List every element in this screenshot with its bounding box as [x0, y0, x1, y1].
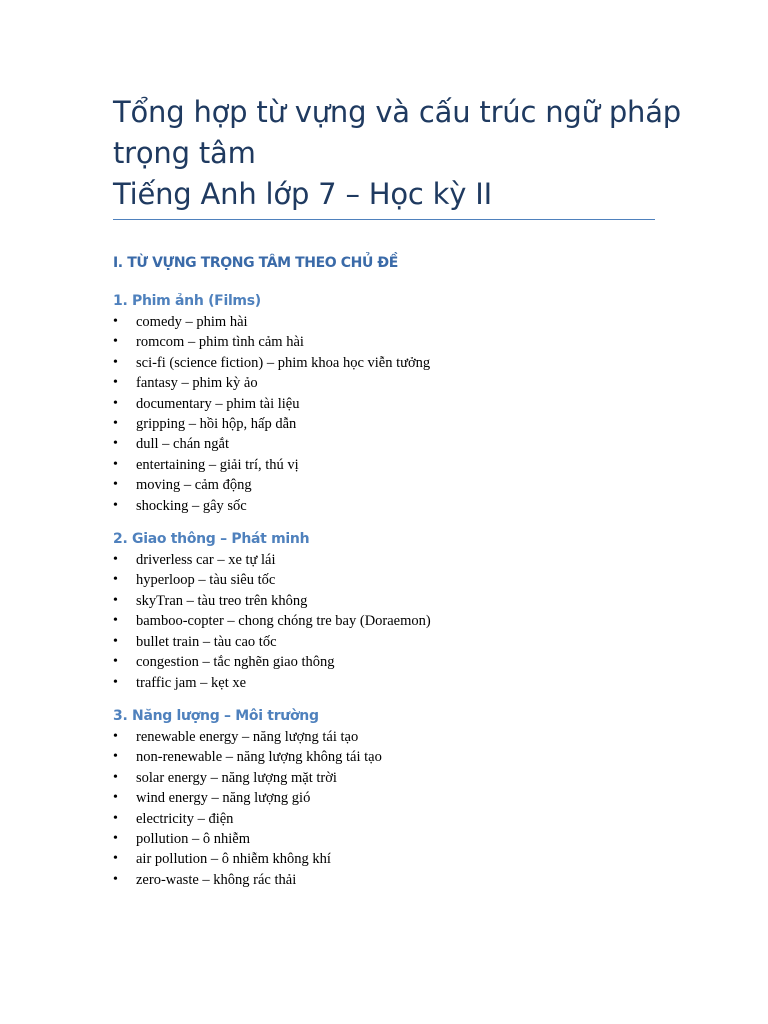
- vocabulary-text: skyTran – tàu treo trên không: [136, 592, 308, 609]
- subsection-heading: 3. Năng lượng – Môi trường: [113, 707, 319, 724]
- vocabulary-item: [113, 373, 655, 393]
- vocabulary-text: hyperloop – tàu siêu tốc: [136, 572, 276, 589]
- vocabulary-item: [113, 455, 655, 475]
- vocabulary-item: [113, 394, 655, 414]
- bullet-icon: •: [113, 674, 118, 690]
- bullet-icon: •: [113, 436, 118, 452]
- vocabulary-text: renewable energy – năng lượng tái tạo: [136, 728, 359, 745]
- vocabulary-item: [113, 673, 655, 693]
- bullet-icon: •: [113, 375, 118, 391]
- bullet-icon: •: [113, 851, 118, 867]
- vocabulary-item: [113, 870, 655, 890]
- vocabulary-item: [113, 829, 655, 849]
- document-page: [113, 0, 681, 890]
- vocabulary-text: dull – chán ngắt: [136, 436, 230, 453]
- title-line: trọng tâm: [113, 136, 256, 170]
- vocabulary-text: bullet train – tàu cao tốc: [136, 633, 277, 650]
- vocabulary-text: non-renewable – năng lượng không tái tạo: [136, 749, 382, 766]
- vocabulary-item: [113, 414, 655, 434]
- subsection-heading: 1. Phim ảnh (Films): [113, 293, 261, 309]
- bullet-icon: •: [113, 790, 118, 806]
- bullet-icon: •: [113, 456, 118, 472]
- bullet-icon: •: [113, 810, 118, 826]
- vocabulary-item: [113, 747, 655, 767]
- vocabulary-item: [113, 434, 655, 454]
- bullet-icon: •: [113, 749, 118, 765]
- vocabulary-text: gripping – hồi hộp, hấp dẫn: [136, 416, 297, 433]
- vocabulary-text: moving – cảm động: [136, 477, 252, 494]
- bullet-icon: •: [113, 552, 118, 568]
- vocabulary-item: [113, 768, 655, 788]
- vocabulary-text: air pollution – ô nhiễm không khí: [136, 851, 331, 868]
- vocabulary-list: [113, 312, 655, 516]
- vocabulary-item: [113, 475, 655, 495]
- vocabulary-item: [113, 727, 655, 747]
- vocabulary-item: [113, 632, 655, 652]
- bullet-icon: •: [113, 871, 118, 887]
- vocabulary-text: pollution – ô nhiễm: [136, 830, 250, 847]
- bullet-icon: •: [113, 416, 118, 432]
- vocabulary-item: [113, 332, 655, 352]
- vocabulary-item: [113, 312, 655, 332]
- vocabulary-item: [113, 652, 655, 672]
- title-line: Tiếng Anh lớp 7 – Học kỳ II: [113, 177, 492, 211]
- vocabulary-text: electricity – điện: [136, 810, 234, 827]
- bullet-icon: •: [113, 654, 118, 670]
- vocabulary-text: congestion – tắc nghẽn giao thông: [136, 654, 335, 671]
- vocabulary-text: comedy – phim hài: [136, 314, 248, 330]
- title-line: Tổng hợp từ vựng và cấu trúc ngữ pháp: [113, 95, 681, 129]
- vocabulary-text: traffic jam – kẹt xe: [136, 674, 247, 691]
- vocabulary-text: bamboo-copter – chong chóng tre bay (Doraemon): [136, 613, 431, 630]
- vocabulary-item: [113, 591, 655, 611]
- vocabulary-text: fantasy – phim kỳ ảo: [136, 375, 258, 392]
- bullet-icon: •: [113, 830, 118, 846]
- vocabulary-item: [113, 550, 655, 570]
- vocabulary-text: documentary – phim tài liệu: [136, 395, 300, 412]
- title-divider: [113, 219, 655, 220]
- bullet-icon: •: [113, 592, 118, 608]
- bullet-icon: •: [113, 477, 118, 493]
- vocabulary-list: [113, 550, 655, 693]
- bullet-icon: •: [113, 334, 118, 350]
- bullet-icon: •: [113, 572, 118, 588]
- vocabulary-text: driverless car – xe tự lái: [136, 552, 276, 569]
- bullet-icon: •: [113, 354, 118, 370]
- bullet-icon: •: [113, 314, 118, 329]
- bullet-icon: •: [113, 613, 118, 629]
- vocabulary-text: entertaining – giải trí, thú vị: [136, 456, 299, 473]
- vocabulary-list: [113, 727, 655, 890]
- section-heading: I. TỪ VỰNG TRỌNG TÂM THEO CHỦ ĐỀ: [113, 255, 398, 271]
- vocabulary-text: shocking – gây sốc: [136, 497, 247, 514]
- vocabulary-item: [113, 611, 655, 631]
- bullet-icon: •: [113, 769, 118, 785]
- bullet-icon: •: [113, 395, 118, 411]
- vocabulary-item: [113, 809, 655, 829]
- vocabulary-text: sci-fi (science fiction) – phim khoa học viễn tưởng: [136, 354, 431, 371]
- vocabulary-text: wind energy – năng lượng gió: [136, 790, 311, 807]
- vocabulary-item: [113, 570, 655, 590]
- vocabulary-item: [113, 496, 655, 516]
- bullet-icon: •: [113, 728, 118, 744]
- subsection-heading: 2. Giao thông – Phát minh: [113, 531, 310, 548]
- vocabulary-text: solar energy – năng lượng mặt trời: [136, 769, 337, 786]
- vocabulary-item: [113, 788, 655, 808]
- vocabulary-item: [113, 849, 655, 869]
- vocabulary-item: [113, 353, 655, 373]
- vocabulary-sections: [113, 292, 655, 890]
- bullet-icon: •: [113, 497, 118, 513]
- vocabulary-text: romcom – phim tình cảm hài: [136, 334, 304, 351]
- bullet-icon: •: [113, 633, 118, 649]
- document-title: [113, 0, 681, 215]
- vocabulary-text: zero-waste – không rác thải: [136, 871, 297, 888]
